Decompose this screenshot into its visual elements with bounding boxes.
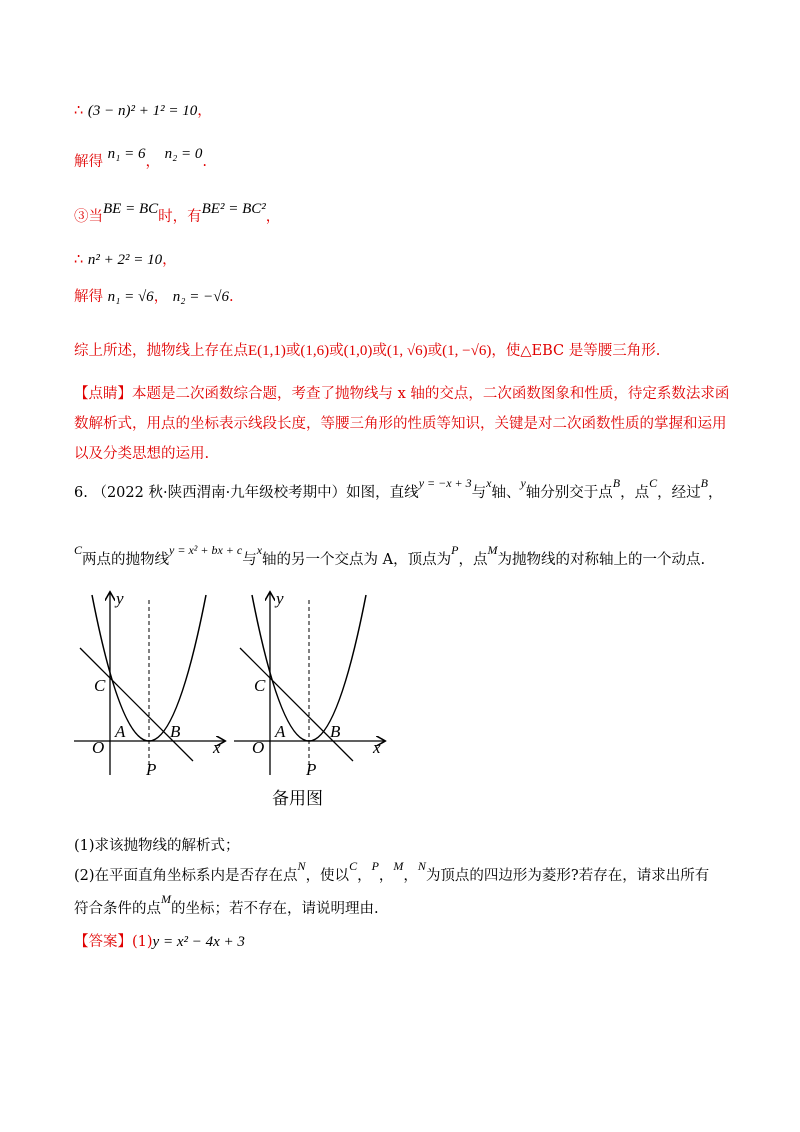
problem-number: 6.: [74, 485, 88, 501]
comment-tag: 【点睛】: [74, 386, 132, 402]
question-2-line-1: [74, 859, 710, 886]
var-m: M: [393, 859, 404, 873]
answer-tag: 【答案】: [74, 934, 132, 950]
equation: (3 − n)² + 1² = 10: [87, 103, 198, 119]
label-b: B: [330, 722, 341, 741]
punctuation: ，: [162, 252, 177, 268]
root-1: n₁ = √6: [107, 289, 154, 305]
text: 为抛物线的对称轴上的一个动点.: [497, 552, 706, 568]
solve-label: 解得: [74, 289, 103, 305]
answer-label: (1): [132, 934, 153, 950]
var-x: x: [486, 476, 492, 490]
text: 或: [329, 343, 344, 359]
figure-pair: [74, 585, 394, 784]
var-p: P: [371, 859, 379, 873]
condition: BE = BC: [103, 201, 159, 217]
figure-2: [234, 589, 384, 779]
text: ，经过: [657, 485, 701, 501]
text: ，使△EBC 是等腰三角形.: [491, 343, 661, 359]
text: 两点的抛物线: [82, 552, 170, 568]
label-p: P: [146, 760, 157, 779]
parabola-equation: y = x² + bx + c: [169, 543, 243, 557]
var-m: M: [161, 892, 171, 906]
var-b: B: [700, 476, 708, 490]
therefore-symbol: ∴: [74, 103, 84, 119]
answer-line: [74, 932, 245, 952]
text: ，: [708, 485, 723, 501]
text: ，点: [458, 552, 488, 568]
punctuation: .: [229, 289, 234, 305]
text: 综上所述，抛物线上存在点: [74, 343, 248, 359]
label-o: O: [252, 738, 265, 757]
problem-source: （2022 秋·陕西渭南·九年级校考期中）如图，直线: [92, 485, 419, 501]
label-c: C: [94, 676, 106, 695]
text: 轴分别交于点: [525, 485, 613, 501]
text: 轴的另一个交点为 A，顶点为: [262, 552, 452, 568]
var-y: y: [520, 476, 526, 490]
solution-summary: [74, 341, 660, 361]
text: 轴、: [491, 485, 521, 501]
point-5: (1, −√6): [442, 343, 492, 359]
text: 与: [242, 552, 257, 568]
var-b: B: [612, 476, 621, 490]
var-p: P: [451, 543, 459, 557]
therefore-symbol: ∴: [74, 252, 84, 268]
answer-expression: y = x² − 4x + 3: [152, 934, 245, 950]
label-a: A: [115, 722, 126, 741]
text: 或: [372, 343, 387, 359]
punctuation: ，: [197, 103, 212, 119]
punctuation: ，: [153, 289, 169, 305]
root-2: n₂ = −√6: [172, 289, 229, 305]
text: ，: [403, 868, 418, 884]
text: 为顶点的四边形为菱形?若存在，请求出所有: [425, 868, 710, 884]
text: (2)在平面直角坐标系内是否存在点: [74, 868, 298, 884]
var-n: N: [297, 859, 306, 873]
point-1: E(1,1): [248, 343, 286, 359]
problem-line-2: [74, 543, 706, 570]
label-y: y: [116, 589, 124, 608]
text: ，: [357, 868, 372, 884]
point-3: (1,0): [343, 343, 373, 359]
label-o: O: [92, 738, 105, 757]
solution-line-2: [74, 146, 208, 172]
solution-line-1: [74, 101, 212, 121]
question-1: (1)求该抛物线的解析式；: [74, 838, 240, 854]
solution-line-4: [74, 250, 177, 270]
text: ，: [378, 868, 394, 884]
text: 时，有: [158, 209, 202, 225]
punctuation: ，: [265, 209, 281, 225]
text: 或: [285, 343, 301, 359]
var-x: x: [256, 543, 263, 557]
var-n: N: [417, 859, 426, 873]
punctuation: .: [202, 154, 208, 170]
label-b: B: [170, 722, 181, 741]
punctuation: ，: [145, 154, 160, 170]
var-c: C: [649, 476, 658, 490]
label-x: x: [373, 738, 381, 757]
label-x: x: [213, 738, 221, 757]
root-2: n₂ = 0: [164, 146, 203, 162]
equation: n² + 2² = 10: [87, 252, 163, 268]
problem-line-1: [74, 476, 723, 503]
line-equation: y = −x + 3: [418, 476, 472, 490]
text: 符合条件的点: [74, 901, 161, 917]
text: ，使以: [305, 868, 350, 884]
label-a: A: [275, 722, 286, 741]
text: 的坐标；若不存在，请说明理由.: [171, 901, 379, 917]
label-p: P: [306, 760, 317, 779]
text: 与: [471, 485, 487, 501]
solution-line-5: [74, 287, 234, 307]
parabola-figures: [74, 585, 394, 780]
text: 或: [427, 343, 443, 359]
point-4: (1, √6): [386, 343, 428, 359]
figure-1: [74, 589, 224, 779]
text: ，点: [620, 485, 650, 501]
comment-block: [74, 379, 734, 469]
solve-label: 解得: [74, 154, 103, 170]
root-1: n₁ = 6: [107, 146, 146, 162]
var-c: C: [74, 543, 83, 557]
question-2-line-2: [74, 892, 379, 919]
var-m: M: [487, 543, 498, 557]
point-2: (1,6): [300, 343, 330, 359]
comment-text: 本题是二次函数综合题，考查了抛物线与 x 轴的交点，二次函数图象和性质，待定系数法求函数解析式，用点的坐标表示线段长度，等腰三角形的性质等知识，关键是对二次函数性质的掌握和运用以及分类思想的运用.: [74, 386, 730, 462]
label-c: C: [254, 676, 266, 695]
equation: BE² = BC²: [201, 201, 266, 217]
case-label: ③当: [74, 209, 103, 225]
solution-line-3: [74, 201, 281, 227]
var-c: C: [349, 859, 358, 873]
figure-caption: 备用图: [272, 789, 323, 809]
label-y: y: [276, 589, 284, 608]
